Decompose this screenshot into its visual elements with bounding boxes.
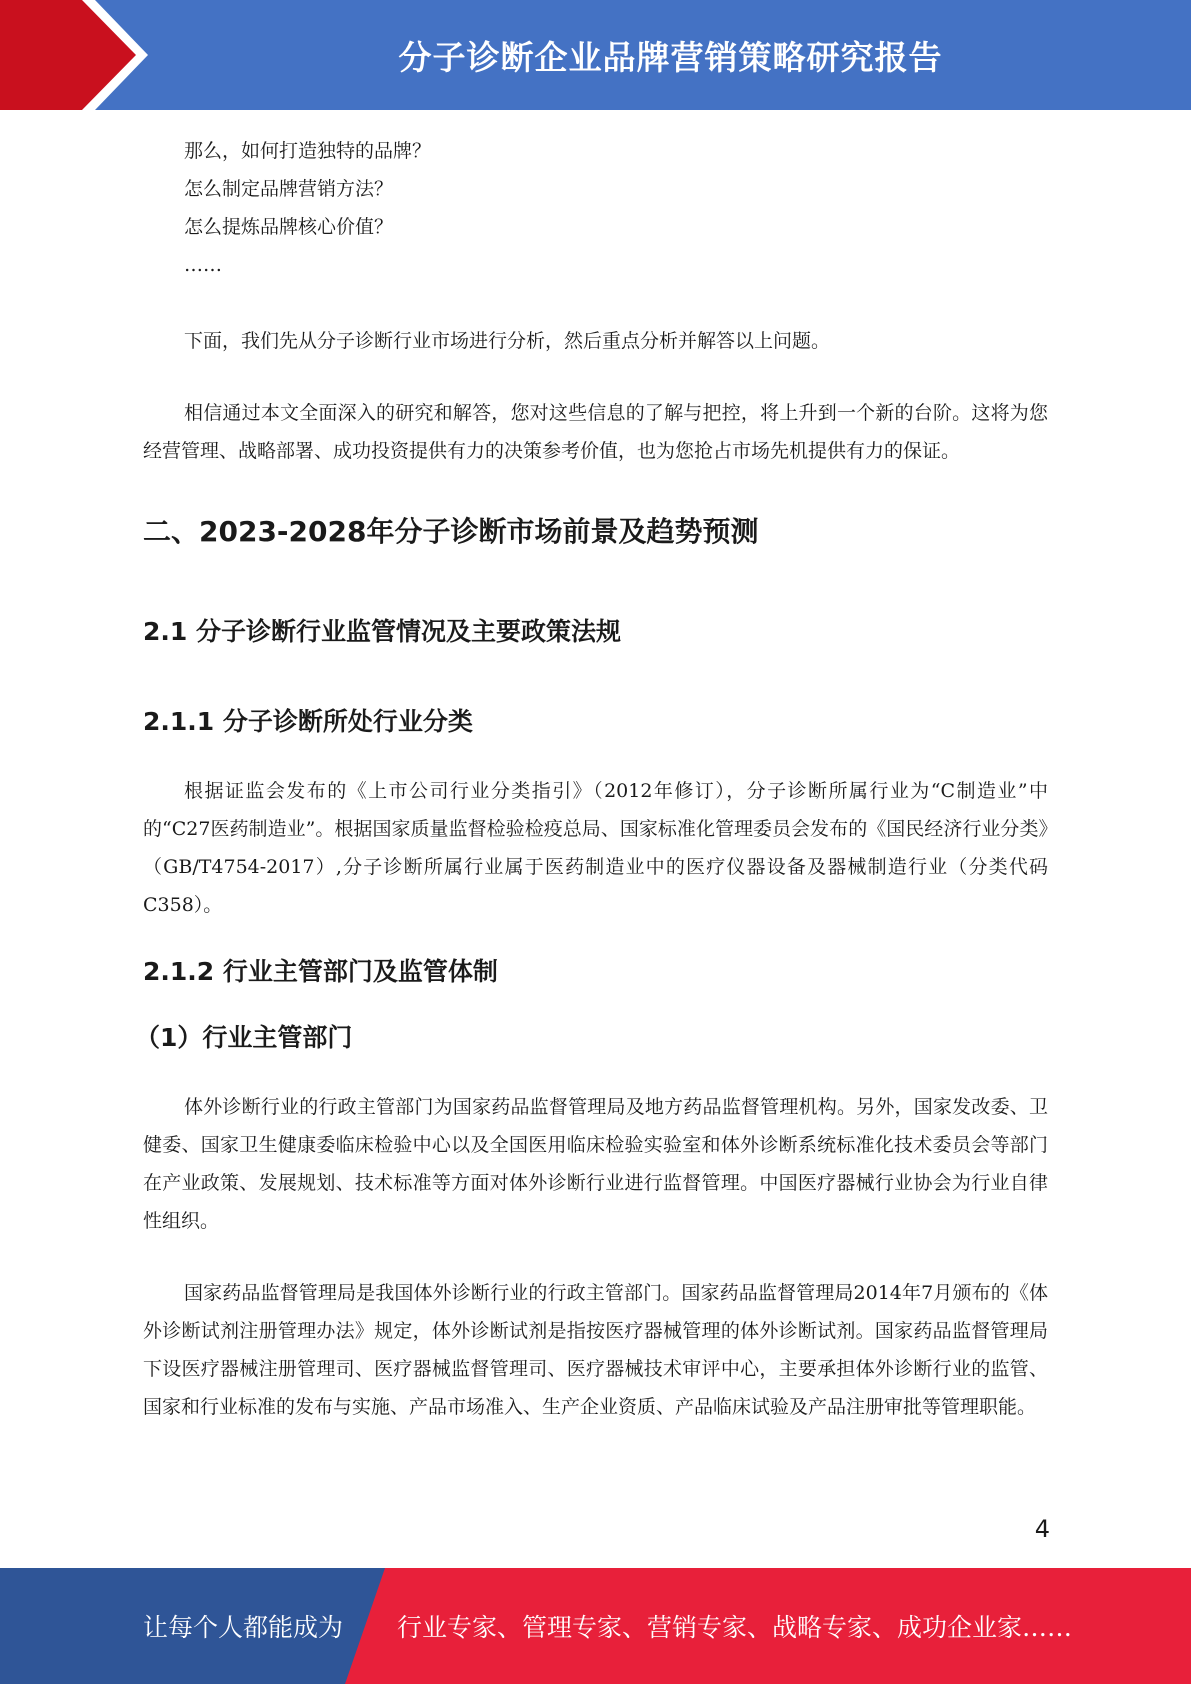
body-paragraph: 根据证监会发布的《上市公司行业分类指引》（2012年修订），分子诊断所属行业为“C制造业”中的“C27医药制造业”。根据国家质量监督检验检疫总局、国家标准化管理委员会发布的《国民经济行业分类》（GB/T4754-2017）,分子诊断所属行业属于医药制造业中的医疗仪器设备及器械制造行业（分类代码C358）。 xyxy=(143,780,1048,916)
subsection-heading: 2.1 分子诊断行业监管情况及主要政策法规 xyxy=(143,617,621,646)
item-heading: （1）行业主管部门 xyxy=(135,1023,353,1052)
question-line: 那么，如何打造独特的品牌？ xyxy=(184,140,432,162)
page-footer xyxy=(0,1568,1191,1684)
footer-slogan-right: 行业专家、管理专家、营销专家、战略专家、成功企业家…… xyxy=(397,1613,1073,1642)
body-paragraph: 国家药品监督管理局是我国体外诊断行业的行政主管部门。国家药品监督管理局2014年7月颁布的《体外诊断试剂注册管理办法》规定，体外诊断试剂是指按医疗器械管理的体外诊断试剂。国家药品监督管理局下设医疗器械注册管理司、医疗器械监督管理司、医疗器械技术审评中心，主要承担体外诊断行业的监管、国家和行业标准的发布与实施、产品市场准入、生产企业资质、产品临床试验及产品注册审批等管理职能。 xyxy=(143,1282,1048,1418)
section-heading: 二、2023-2028年分子诊断市场前景及趋势预测 xyxy=(143,515,759,548)
footer-slogan-left: 让每个人都能成为 xyxy=(143,1613,344,1642)
main-content xyxy=(135,132,1048,1426)
question-ellipsis: …… xyxy=(184,254,222,276)
question-line: 怎么制定品牌营销方法？ xyxy=(184,178,394,200)
header-chevron-icon xyxy=(0,0,160,110)
subsubsection-heading: 2.1.1 分子诊断所处行业分类 xyxy=(143,707,473,736)
page-number: 4 xyxy=(1034,1515,1050,1543)
header-title: 分子诊断企业品牌营销策略研究报告 xyxy=(398,37,943,77)
question-line: 怎么提炼品牌核心价值？ xyxy=(184,216,394,238)
body-paragraph: 体外诊断行业的行政主管部门为国家药品监督管理局及地方药品监督管理机构。另外，国家发改委、卫健委、国家卫生健康委临床检验中心以及全国医用临床检验实验室和体外诊断系统标准化技术委员会等部门在产业政策、发展规划、技术标准等方面对体外诊断行业进行监督管理。中国医疗器械行业协会为行业自律性组织。 xyxy=(143,1096,1048,1232)
intro-paragraph: 相信通过本文全面深入的研究和解答，您对这些信息的了解与把控，将上升到一个新的台阶。这将为您经营管理、战略部署、成功投资提供有力的决策参考价值，也为您抢占市场先机提供有力的保证。 xyxy=(143,402,1048,462)
intro-paragraph: 下面，我们先从分子诊断行业市场进行分析，然后重点分析并解答以上问题。 xyxy=(184,330,831,352)
page-header xyxy=(0,0,1191,110)
subsubsection-heading: 2.1.2 行业主管部门及监管体制 xyxy=(143,957,498,986)
